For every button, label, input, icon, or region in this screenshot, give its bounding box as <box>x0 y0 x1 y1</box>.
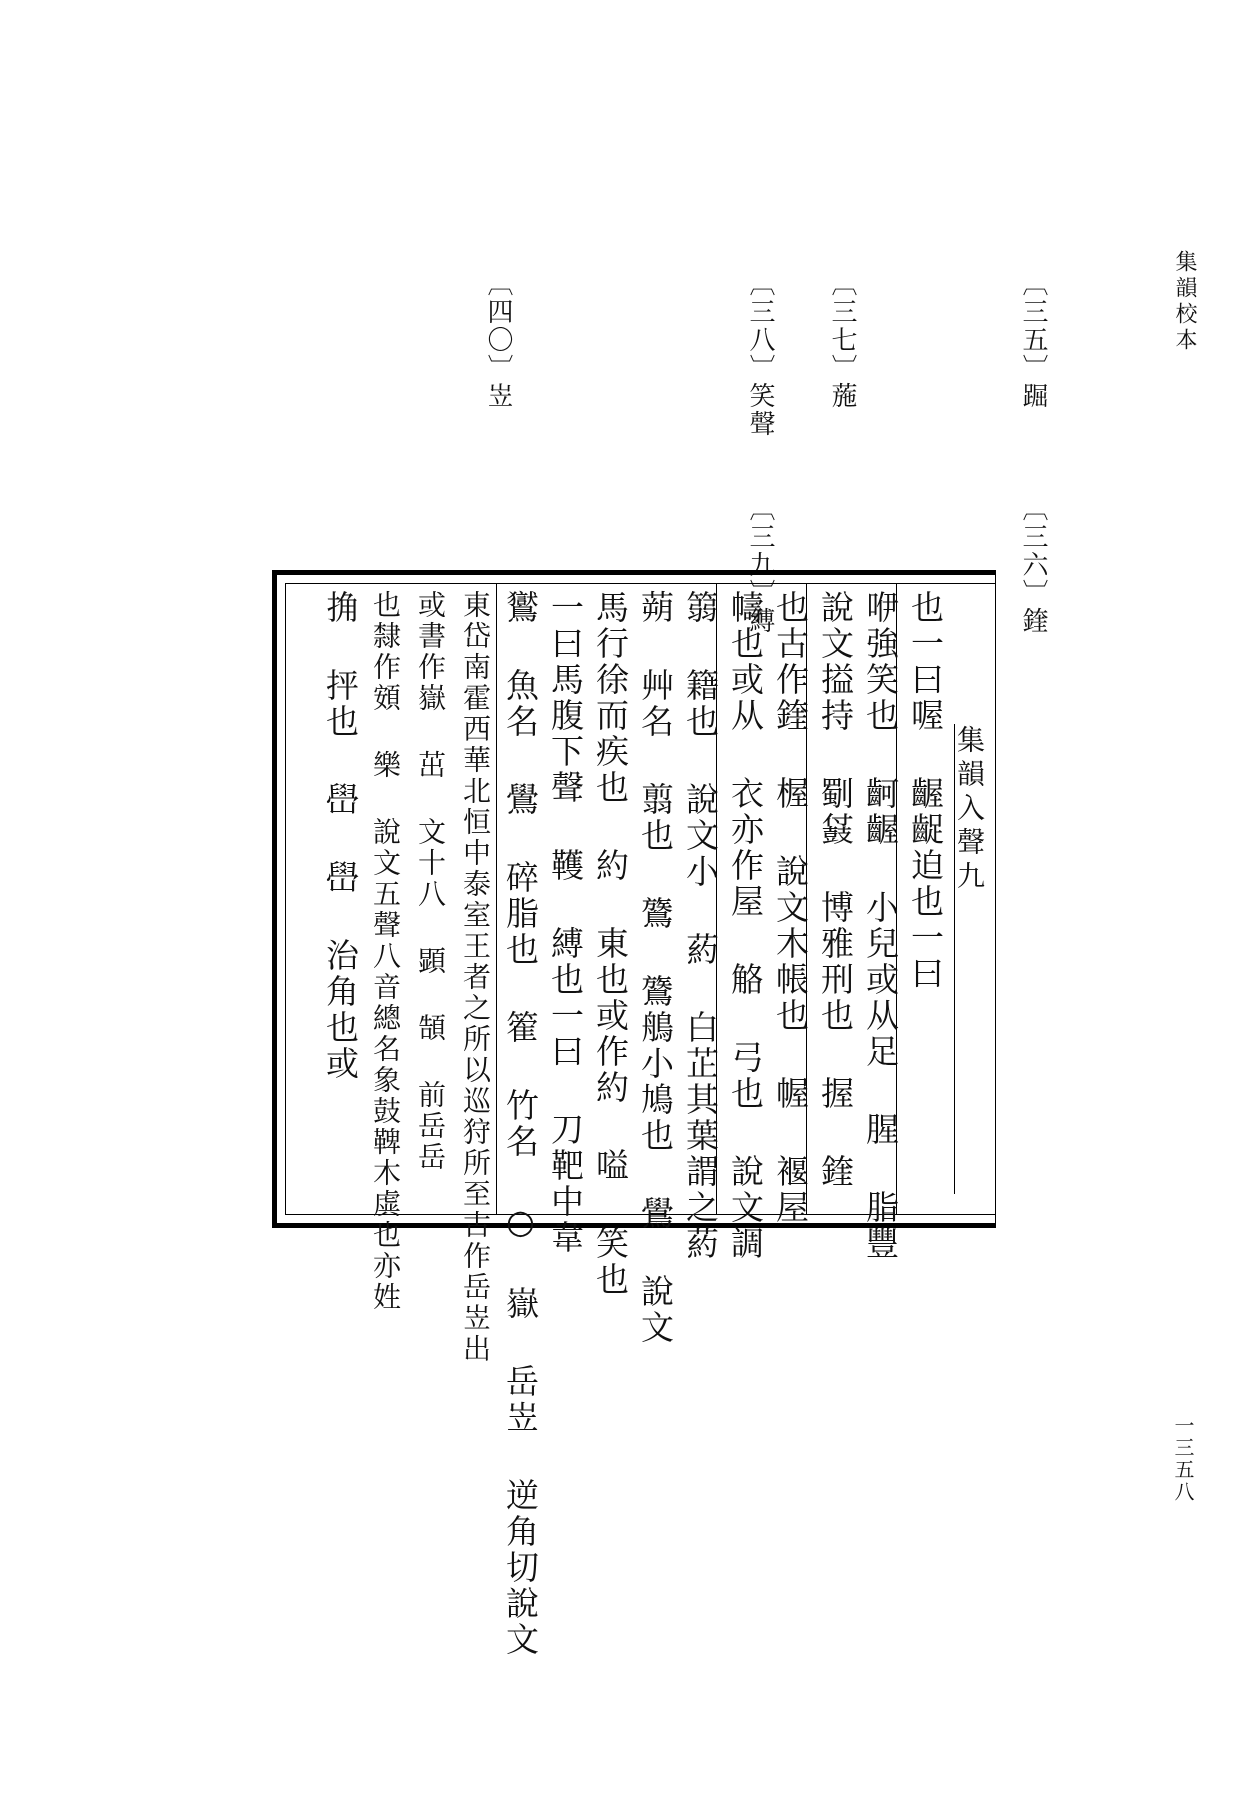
collation-note: 〔四〇〕岦 <box>483 270 513 410</box>
collation-note: 〔三六〕鍷 <box>1018 495 1048 635</box>
text-block-frame <box>272 570 996 1658</box>
text-column: 說文搤持 劅䵾 博雅刑也 握 鍷 <box>816 590 855 1190</box>
text-column: 鸑 魚名 鷽 碎脂也 篧 竹名 ○ 嶽 岳岦 逆角切說文 <box>501 590 540 1658</box>
collation-note: 〔三八〕笑聲 <box>745 270 775 438</box>
page-number: 一三五八 <box>1171 1415 1195 1503</box>
text-block-inner <box>285 583 995 1658</box>
text-column: 或書作嶽 茁 文十八 顕 頶 前岳岳 <box>414 590 447 1173</box>
text-column: 一曰馬腹下聲 韄 縛也一曰 刀靶中韋 <box>546 590 585 1256</box>
text-column: 也隸作頞 樂 說文五聲八音總名象鼓鞞木虡也亦姓 <box>369 590 402 1313</box>
margin-label: 集韻入聲九 <box>953 725 986 895</box>
collation-note: 〔三七〕葹 <box>827 270 857 410</box>
collation-note: 〔三九〕縛 <box>745 495 775 635</box>
text-column: 幬也或从 衣亦作屋 觡 弓也 說文調 <box>726 590 765 1262</box>
text-column: 也古作鍷 楃 說文木帳也 幄 褗屋 <box>771 590 810 1226</box>
text-column: 篛 籍也 說文小 葯 白芷其葉謂之葯 <box>681 590 720 1262</box>
text-column: 捔 抨也 嶨 嶨 治角也或 <box>321 590 360 1082</box>
text-column: 也一曰喔 齷齪迫也一曰 <box>906 590 945 992</box>
text-column: 東岱南霍西華北恒中泰室王者之所以巡狩所至古作岳岦出 <box>459 590 492 1365</box>
text-column: 蒴 艸名 翦也 鷟 鷟鵃小鳩也 鷽 說文 <box>636 590 675 1346</box>
text-column: 馬行徐而疾也 約 東也或作約 嗌 笑也 <box>591 590 630 1298</box>
collation-note: 〔三五〕䠇 <box>1018 270 1048 410</box>
running-header: 集韻校本 <box>1172 250 1197 354</box>
text-column: 咿強笑也 䶗齷 小兒或从足 腥 脂豐 <box>861 590 900 1262</box>
